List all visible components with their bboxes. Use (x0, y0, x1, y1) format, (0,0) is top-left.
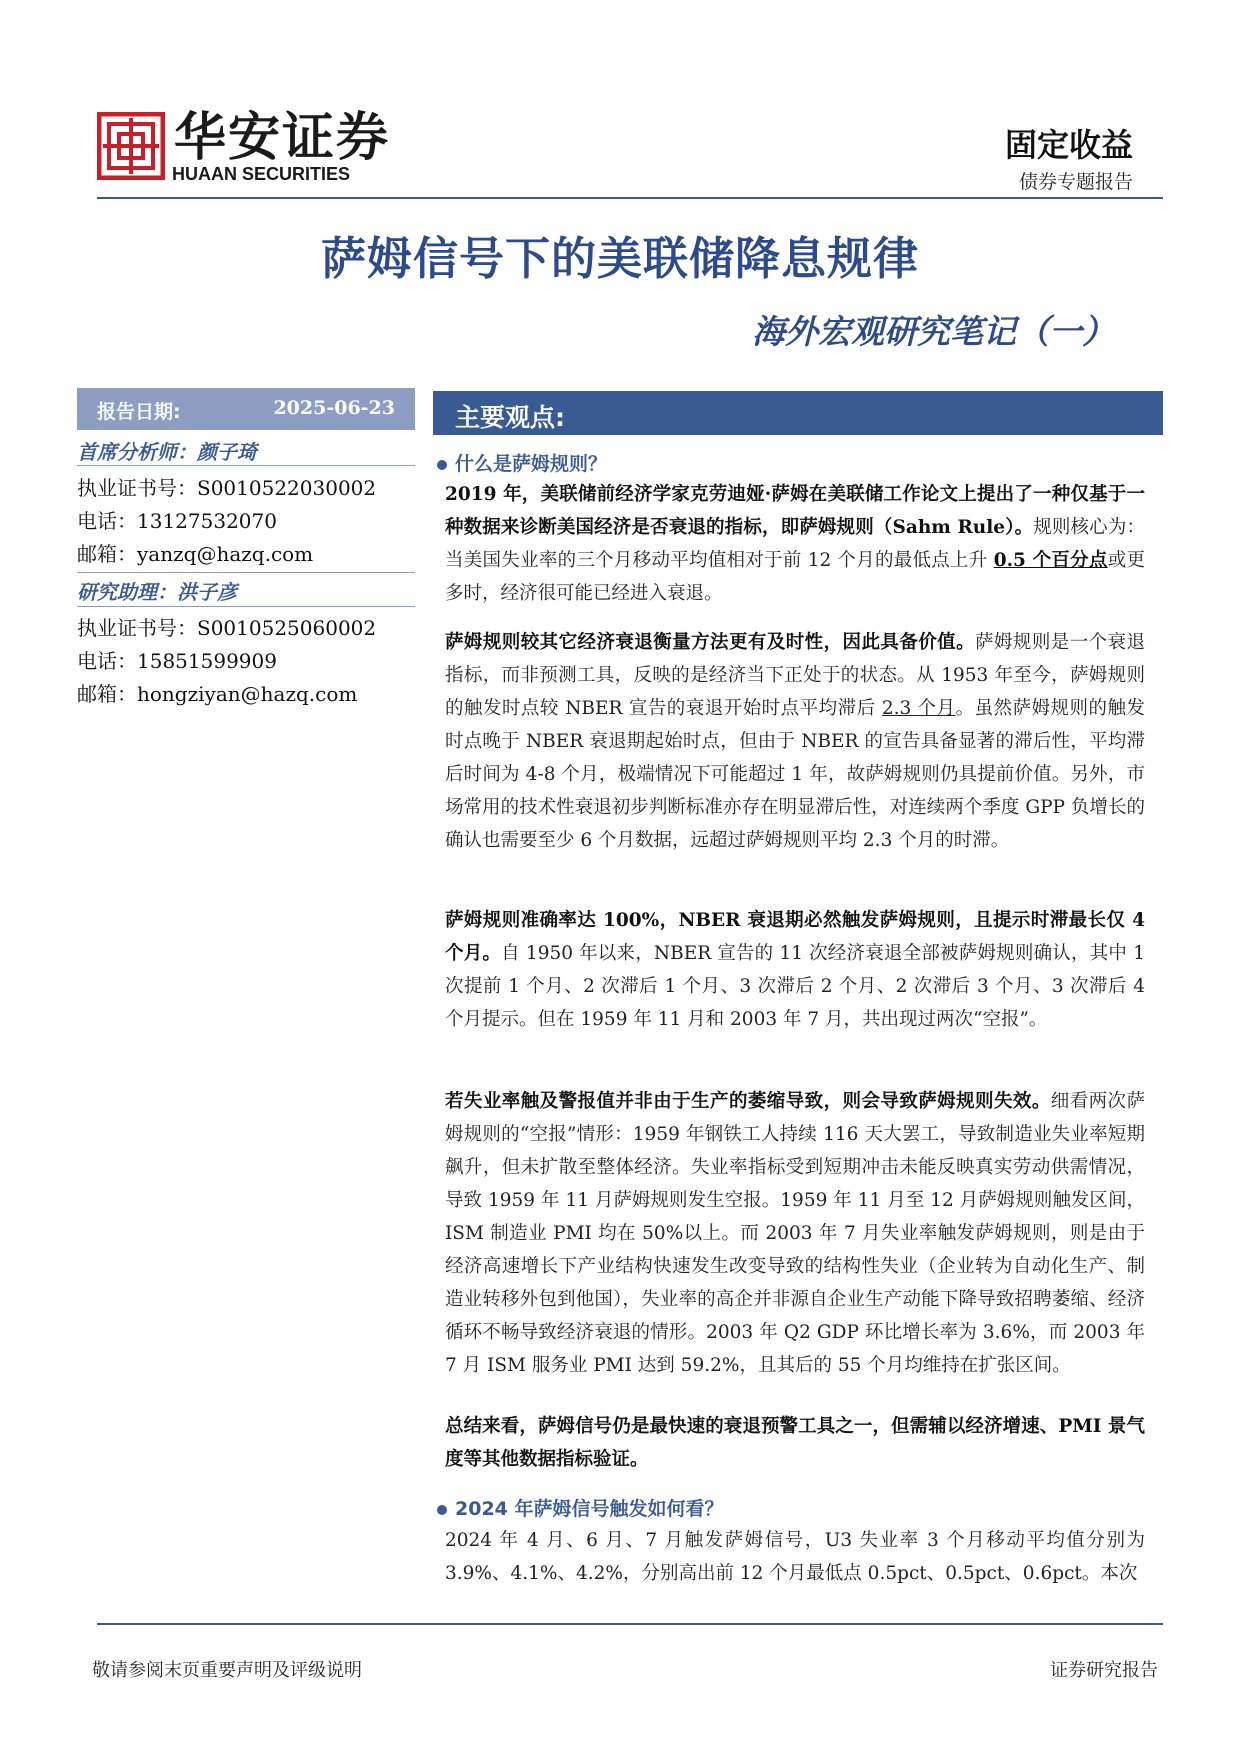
report-category: 固定收益 (1004, 126, 1133, 164)
report-title: 萨姆信号下的美联储降息规律 (320, 232, 919, 285)
sidebar-divider (77, 606, 415, 607)
section-heading-text: 2024 年萨姆信号触发如何看？ (455, 1498, 724, 1520)
assistant-cert: 执业证书号：S0010525060002 (77, 616, 377, 640)
paragraph-5-lead: 总结来看，萨姆信号仍是最快速的衰退预警工具之一，但需辅以经济增速、PMI 景气度等其他数据指标验证。 (445, 1416, 1145, 1470)
paragraph-3-text: 自 1950 年以来，NBER 宣告的 11 次经济衰退全部被萨姆规则确认，其中 1 次提前 1 个月、2 次滞后 1 个月、3 次滞后 2 个月、2 次滞后 3 个月、3 次滞后 4 个月提示。但在 1959 年 11 月和 2003 年 7 月，共出现过两次“空报”。 (445, 943, 1145, 1030)
sidebar-divider (77, 572, 415, 573)
analyst-email[interactable]: 邮箱：yanzq@hazq.com (77, 542, 314, 566)
bullet-icon (437, 460, 447, 470)
paragraph-1 (445, 478, 1145, 610)
logo-text-en: HUAAN SECURITIES (172, 164, 351, 184)
analyst-cert: 执业证书号：S0010522030002 (77, 476, 377, 500)
sidebar-divider (77, 465, 415, 466)
report-date-label: 报告日期: (97, 401, 181, 423)
section-heading-text: 什么是萨姆规则？ (455, 453, 608, 475)
report-subtitle: 海外宏观研究笔记（一） (752, 312, 1115, 351)
report-type: 债券专题报告 (1018, 171, 1133, 193)
huaan-logo-icon (97, 112, 165, 180)
paragraph-2-text-end: 。虽然萨姆规则的触发时点晚于 NBER 衰退期起始时点，但由于 NBER 的宣告具备显著的滞后性，平均滞后时间为 4-8 个月，极端情况下可能超过 1 年，故萨姆规则仍具提前价值。另外，市场常用的技术性衰退初步判断标准亦存在明显滞后性，对连续两个季度 GPP 负增长的确认也需要至少 6 个月数据，远超过萨姆规则平均 2.3 个月的时滞。 (445, 698, 1145, 851)
paragraph-2 (445, 626, 1145, 857)
paragraph-3 (445, 904, 1145, 1036)
paragraph-6 (445, 1524, 1145, 1590)
chief-analyst: 首席分析师：颜子琦 (77, 440, 257, 464)
paragraph-3-lead: 萨姆规则准确率达 100%，NBER 衰退期必然触发萨姆规则，且提示时滞最长仅 4 个月。 (445, 910, 1145, 964)
header-divider (97, 197, 1163, 199)
section-heading-sahm-rule (437, 449, 607, 476)
key-points-bar (433, 391, 1163, 435)
threshold-value: 0.5 个百分点 (993, 550, 1108, 571)
paragraph-5 (445, 1410, 1145, 1476)
assistant-email[interactable]: 邮箱：hongziyan@hazq.com (77, 682, 358, 706)
paragraph-6-text: 2024 年 4 月、6 月、7 月触发萨姆信号，U3 失业率 3 个月移动平均值分别为 3.9%、4.1%、4.2%，分别高出前 12 个月最低点 0.5pct、0.5pct、0.6pct。本次 (445, 1530, 1145, 1584)
paragraph-2-lead: 萨姆规则较其它经济衰退衡量方法更有及时性，因此具备价值。 (445, 632, 976, 653)
footer-doc-type: 证券研究报告 (1050, 1660, 1158, 1681)
paragraph-4 (445, 1085, 1145, 1382)
research-assistant: 研究助理：洪子彦 (77, 580, 237, 604)
key-points-heading: 主要观点: (455, 403, 565, 432)
report-date-value: 2025-06-23 (273, 397, 395, 419)
bullet-icon (437, 1505, 447, 1515)
paragraph-1-lead: 2019 年，美联储前经济学家克劳迪娅·萨姆在美联储工作论文上提出了一种仅基于一种数据来诊断美国经济是否衰退的指标，即萨姆规则（Sahm Rule）。 (445, 484, 1145, 538)
paragraph-1-text: 规则核心为：当美国失业率的三个月移动平均值相对于前 12 个月的最低点上升 (445, 517, 1145, 571)
analyst-phone: 电话：13127532070 (77, 509, 277, 533)
paragraph-4-lead: 若失业率触及警报值并非由于生产的萎缩导致，则会导致萨姆规则失效。 (445, 1091, 1051, 1112)
footer-disclaimer: 敬请参阅末页重要声明及评级说明 (92, 1660, 362, 1681)
report-date-bar (77, 388, 415, 430)
paragraph-1-text-end: 或更多时，经济很可能已经进入衰退。 (445, 550, 1145, 604)
section-heading-2024 (437, 1494, 724, 1521)
paragraph-2-text: 萨姆规则是一个衰退指标，而非预测工具，反映的是经济当下正处于的状态。从 1953 年至今，萨姆规则的触发时点较 NBER 宣告的衰退开始时点平均滞后 (445, 632, 1145, 719)
footer-divider (97, 1623, 1163, 1625)
lag-value: 2.3 个月 (881, 698, 956, 719)
logo-text-cn: 华安证券 (174, 108, 391, 168)
assistant-phone: 电话：15851599909 (77, 649, 277, 673)
paragraph-4-text: 细看两次萨姆规则的“空报”情形：1959 年钢铁工人持续 116 天大罢工，导致制造业失业率短期飙升，但未扩散至整体经济。失业率指标受到短期冲击未能反映真实劳动供需情况，导致 1959 年 11 月萨姆规则发生空报。1959 年 11 月至 12 月萨姆规则触发区间，ISM 制造业 PMI 均在 50%以上。而 2003 年 7 月失业率触发萨姆规则，则是由于经济高速增长下产业结构快速发生改变导致的结构性失业（企业转为自动化生产、制造业转移外包到他国），失业率的高企并非源自企业生产动能下降导致招聘萎缩、经济循环不畅导致经济衰退的情形。2003 年 Q2 GDP 环比增长率为 3.6%，而 2003 年 7 月 ISM 服务业 PMI 达到 59.2%，且其后的 55 个月均维持在扩张区间。 (445, 1091, 1145, 1376)
